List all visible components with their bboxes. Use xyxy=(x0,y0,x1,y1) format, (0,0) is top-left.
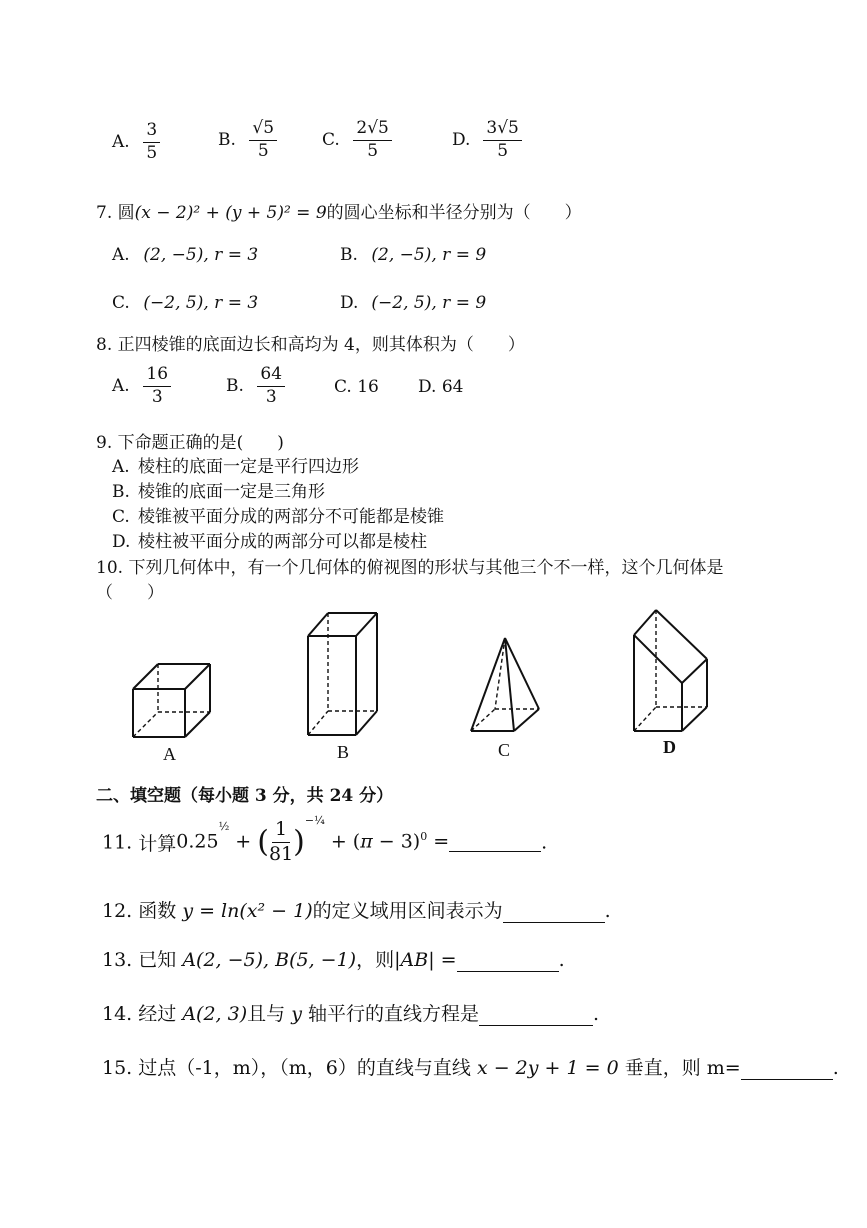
q9-option-c: C. 棱锥被平面分成的两部分不可能都是棱锥 xyxy=(112,507,444,527)
q7-option-b: B. (2, −5), r = 9 xyxy=(340,245,487,265)
section-2-title: 二、填空题（每小题 3 分，共 24 分） xyxy=(96,786,394,806)
q6-c-fraction: $\frac{2√5}{5}$ xyxy=(353,120,391,161)
figure-label-a: A xyxy=(163,744,176,764)
q8-option-a: A. $\frac{16}{3}$ xyxy=(112,366,171,407)
q7-option-d: D. (−2, 5), r = 9 xyxy=(340,293,487,313)
figure-a-cube xyxy=(133,664,210,737)
q10-figures xyxy=(0,605,867,775)
q6-option-b: B. $\frac{√5}{5}$ xyxy=(218,120,277,161)
q14-answer-blank[interactable] xyxy=(479,1007,593,1026)
q10-answer-paren: （ ） xyxy=(96,583,164,603)
q6-option-c: C. $\frac{2√5}{5}$ xyxy=(322,120,392,161)
q7-option-c: C. (−2, 5), r = 3 xyxy=(112,293,259,313)
q13-answer-blank[interactable] xyxy=(457,953,559,972)
q7-equation: (x − 2)² + (y + 5)² = 9 xyxy=(134,203,327,223)
q7-option-a: A. (2, −5), r = 3 xyxy=(112,245,259,265)
figure-label-c: C xyxy=(498,740,511,760)
q11-expression: $0.25^{\frac{1}{2}}$ + ( $\frac{1}{81}$ )$^{-\frac{1}{4}} + (\pi - 3)^0$ = xyxy=(176,814,450,865)
q13-row: 13. 已知 A(2, −5), B(5, −1)，则|AB| = . xyxy=(102,949,565,971)
q8-option-d: D. 64 xyxy=(418,377,464,397)
q6-option-d: D. $\frac{3√5}{5}$ xyxy=(452,120,522,161)
q13-points: A(2, −5), B(5, −1) xyxy=(182,949,357,971)
q15-line-equation: x − 2y + 1 = 0 xyxy=(476,1057,619,1079)
q9-option-a: A. 棱柱的底面一定是平行四边形 xyxy=(112,457,359,477)
q12-answer-blank[interactable] xyxy=(503,904,605,923)
q6-option-a: A. $\frac{3}{5}$ xyxy=(112,122,160,163)
q8-stem: 8. 正四棱锥的底面边长和高均为 4，则其体积为（ ） xyxy=(96,335,525,355)
q15-answer-blank[interactable] xyxy=(741,1061,833,1080)
q8-b-fraction: $\frac{64}{3}$ xyxy=(257,366,285,407)
q13-distance: |AB| = xyxy=(394,949,457,971)
figure-b-prism xyxy=(308,613,377,735)
q8-option-b: B. $\frac{64}{3}$ xyxy=(226,366,285,407)
q9-option-b: B. 棱锥的底面一定是三角形 xyxy=(112,482,325,502)
figure-d-prism xyxy=(634,610,707,731)
q9-stem: 9. 下命题正确的是( ) xyxy=(96,433,284,453)
figure-label-d: D xyxy=(663,737,676,757)
q8-option-c: C. 16 xyxy=(334,377,379,397)
q8-a-fraction: $\frac{16}{3}$ xyxy=(143,366,171,407)
q11-row: 11. 计算$0.25^{\frac{1}{2}}$ + ( $\frac{1}{81}$ )$^{-\frac{1}{4}} + (\pi - 3)^0$ = . xyxy=(102,814,548,865)
figure-label-b: B xyxy=(337,742,350,762)
q6-b-fraction: $\frac{√5}{5}$ xyxy=(249,120,277,161)
q9-option-d: D. 棱柱被平面分成的两部分可以都是棱柱 xyxy=(112,532,427,552)
q11-answer-blank[interactable] xyxy=(449,833,541,852)
q12-expression: y = ln(x² − 1) xyxy=(182,900,313,922)
q12-row: 12. 函数 y = ln(x² − 1)的定义域用区间表示为 . xyxy=(102,900,611,922)
figure-c-pyramid xyxy=(471,638,539,731)
q10-stem: 10. 下列几何体中，有一个几何体的俯视图的形状与其他三个不一样，这个几何体是 xyxy=(96,558,724,578)
q14-point: A(2, 3) xyxy=(182,1003,248,1025)
q6-a-fraction: $\frac{3}{5}$ xyxy=(143,122,160,163)
q14-row: 14. 经过 A(2, 3)且与 y 轴平行的直线方程是 . xyxy=(102,1003,600,1025)
q7-stem: 7. 圆(x − 2)² + (y + 5)² = 9的圆心坐标和半径分别为（ ） xyxy=(96,203,582,223)
q15-row: 15. 过点（-1，m），（m，6）的直线与直线 x − 2y + 1 = 0 垂直，则 m= . xyxy=(102,1057,839,1079)
q6-d-fraction: $\frac{3√5}{5}$ xyxy=(483,120,521,161)
